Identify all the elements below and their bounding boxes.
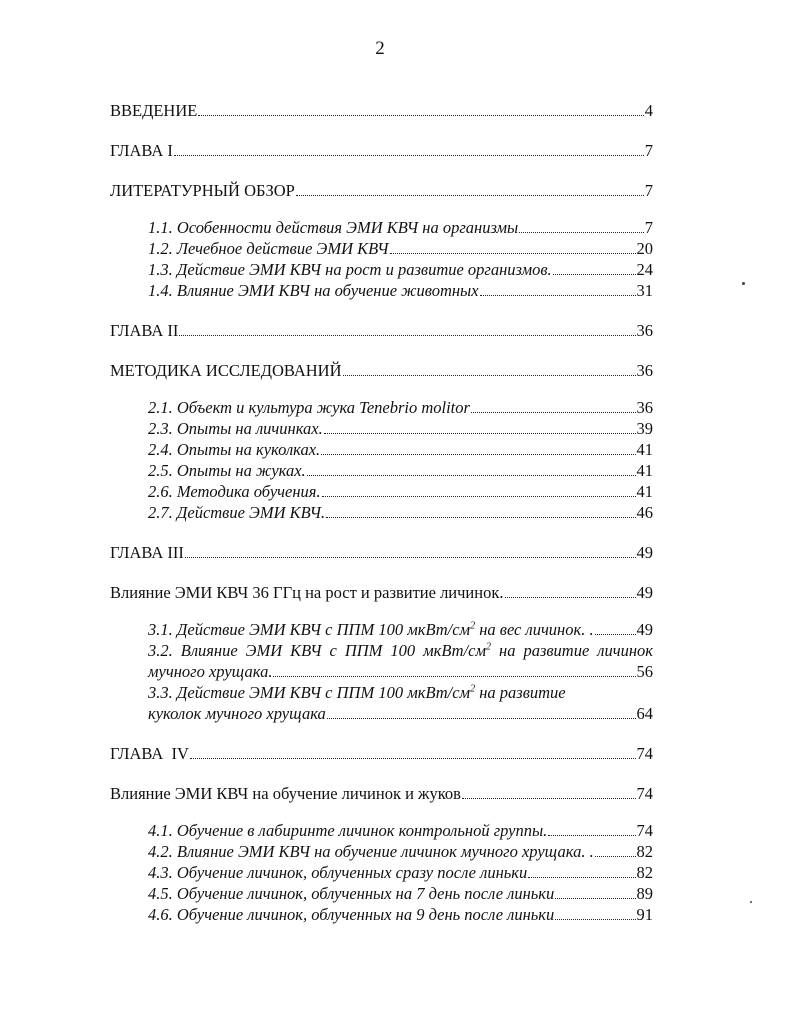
- toc-entry-page: 64: [636, 704, 653, 723]
- toc-entry-title-part: на развитие личинок: [491, 641, 653, 660]
- toc-entry-intro: [110, 100, 653, 121]
- dot-leader: [519, 232, 644, 233]
- toc-entry-page: 41: [636, 461, 653, 480]
- toc-entry-title: ГЛАВА IV: [110, 744, 189, 763]
- dot-leader: [555, 898, 635, 899]
- toc-entry-page: 24: [636, 260, 653, 279]
- toc-entry-page: 82: [636, 863, 653, 882]
- toc-entry-title: 2.1. Объект и культура жука Tenebrio molitor: [148, 398, 470, 417]
- toc-entry-page: 36: [636, 321, 653, 340]
- toc-entry-section-1-1: [110, 217, 653, 238]
- scan-speck: [750, 901, 752, 903]
- toc-entry-page: 89: [636, 884, 653, 903]
- toc-entry-title: 1.4. Влияние ЭМИ КВЧ на обучение животных: [148, 281, 479, 300]
- toc-entry-title: Влияние ЭМИ КВЧ 36 ГГц на рост и развитие личинок.: [110, 583, 504, 602]
- toc-entry-page: 46: [636, 503, 653, 522]
- toc-entry-title: 1.2. Лечебное действие ЭМИ КВЧ: [148, 239, 389, 258]
- toc-entry-title: ВВЕДЕНИЕ: [110, 101, 198, 120]
- toc-entry-title-part: 3.3. Действие ЭМИ КВЧ с ППМ 100 мкВт/см: [148, 683, 471, 702]
- toc-entry-title-line: [148, 682, 653, 703]
- toc-entry-page: 31: [636, 281, 653, 300]
- toc-entry-section-3-3: [110, 682, 653, 724]
- toc-entry-title: МЕТОДИКА ИССЛЕДОВАНИЙ: [110, 361, 342, 380]
- toc-entry-chapter-3: [110, 542, 653, 563]
- toc-entry-title-part: на вес личинок. .: [475, 620, 594, 639]
- toc-entry-title-line: [148, 661, 653, 682]
- superscript: 2: [486, 641, 492, 653]
- toc-entry-section-1-2: [110, 238, 653, 259]
- toc-entry-title-line: [148, 640, 653, 661]
- toc-entry-title: ЛИТЕРАТУРНЫЙ ОБЗОР: [110, 181, 295, 200]
- dot-leader: [296, 195, 644, 196]
- dot-leader: [185, 557, 636, 558]
- toc-entry-page: 20: [636, 239, 653, 258]
- dot-leader: [326, 517, 635, 518]
- toc-entry-title: 2.5. Опыты на жуках.: [148, 461, 306, 480]
- toc-entry-page: 41: [636, 482, 653, 501]
- dot-leader: [307, 475, 636, 476]
- scan-speck: [742, 282, 745, 285]
- toc-entry-title: 1.3. Действие ЭМИ КВЧ на рост и развитие организмов.: [148, 260, 552, 279]
- dot-leader: [324, 433, 636, 434]
- toc-entry-section-2-6: [110, 481, 653, 502]
- dot-leader: [174, 155, 644, 156]
- toc-entry-page: 49: [636, 543, 653, 562]
- dot-leader: [505, 597, 636, 598]
- toc-entry-page: 36: [636, 398, 653, 417]
- dot-leader: [322, 496, 636, 497]
- toc-entry-title: куколок мучного хрущака: [148, 704, 326, 723]
- toc-entry-page: 74: [636, 821, 653, 840]
- toc-entry-page: 7: [644, 181, 653, 200]
- toc-entry-section-2-1: [110, 397, 653, 418]
- dot-leader: [327, 718, 636, 719]
- toc-entry-title: 4.2. Влияние ЭМИ КВЧ на обучение личинок мучного хрущака. .: [148, 842, 594, 861]
- dot-leader: [471, 412, 636, 413]
- dot-leader: [321, 454, 635, 455]
- dot-leader: [553, 274, 636, 275]
- toc-entry-section-1-3: [110, 259, 653, 280]
- toc-entry-chapter-1-title: [110, 180, 653, 201]
- toc-entry-section-2-5: [110, 460, 653, 481]
- toc-entry-page: 4: [644, 101, 653, 120]
- toc-entry-page: 7: [644, 218, 653, 237]
- toc-entry-page: 39: [636, 419, 653, 438]
- superscript: 2: [470, 683, 476, 695]
- toc-entry-title-part: 3.2. Влияние ЭМИ КВЧ с ППМ 100 мкВт/см: [148, 641, 487, 660]
- toc-entry-title: 2.6. Методика обучения.: [148, 482, 321, 501]
- toc-entry-page: 74: [636, 744, 653, 763]
- toc-entry-title: 4.5. Обучение личинок, облученных на 7 день после линьки: [148, 884, 555, 903]
- toc-entry-title: [148, 619, 594, 640]
- toc-entry-chapter-4: [110, 743, 653, 764]
- toc-entry-title-part: 3.1. Действие ЭМИ КВЧ с ППМ 100 мкВт/см: [148, 620, 471, 639]
- toc-entry-page: 91: [636, 905, 653, 924]
- toc-entry-section-4-5: [110, 883, 653, 904]
- toc-entry-section-4-1: [110, 820, 653, 841]
- dot-leader: [595, 856, 636, 857]
- toc-entry-section-4-3: [110, 862, 653, 883]
- toc-entry-title: 1.1. Особенности действия ЭМИ КВЧ на организмы: [148, 218, 519, 237]
- dot-leader: [595, 634, 636, 635]
- toc-entry-chapter-3-title: [110, 582, 653, 603]
- toc-entry-page: 49: [636, 620, 653, 639]
- toc-entry-section-4-6: [110, 904, 653, 925]
- toc-entry-page: 36: [636, 361, 653, 380]
- dot-leader: [198, 115, 643, 116]
- toc-entry-title-part: на развитие: [475, 683, 566, 702]
- toc-entry-chapter-2-title: [110, 360, 653, 381]
- toc-entry-page: 49: [636, 583, 653, 602]
- dot-leader: [462, 798, 636, 799]
- toc-entry-page: 74: [636, 784, 653, 803]
- toc-entry-title: 2.4. Опыты на куколках.: [148, 440, 321, 459]
- dot-leader: [528, 877, 635, 878]
- toc-entry-section-4-2: [110, 841, 653, 862]
- dot-leader: [548, 835, 635, 836]
- toc-entry-title: 2.7. Действие ЭМИ КВЧ.: [148, 503, 326, 522]
- toc-entry-page: 56: [636, 662, 653, 681]
- dot-leader: [555, 919, 635, 920]
- toc-entry-section-1-4: [110, 280, 653, 301]
- toc-entry-title: ГЛАВА III: [110, 543, 184, 562]
- toc-entry-section-3-1: [110, 619, 653, 640]
- toc-entry-title: ГЛАВА I: [110, 141, 173, 160]
- toc-entry-title: 2.3. Опыты на личинках.: [148, 419, 323, 438]
- toc-entry-section-2-7: [110, 502, 653, 523]
- toc-entry-section-3-2: [110, 640, 653, 682]
- toc-entry-title: 4.3. Обучение личинок, облученных сразу после линьки: [148, 863, 528, 882]
- toc-entry-title: Влияние ЭМИ КВЧ на обучение личинок и жуков: [110, 784, 461, 803]
- toc-entry-title: ГЛАВА II: [110, 321, 179, 340]
- toc-entry-section-2-3: [110, 418, 653, 439]
- toc-entry-chapter-2: [110, 320, 653, 341]
- toc-entry-chapter-1: [110, 140, 653, 161]
- dot-leader: [390, 253, 636, 254]
- toc-entry-page: 82: [636, 842, 653, 861]
- toc-entry-title: мучного хрущака.: [148, 662, 273, 681]
- dot-leader: [190, 758, 636, 759]
- table-of-contents: [110, 100, 653, 925]
- dot-leader: [480, 295, 636, 296]
- dot-leader: [273, 676, 635, 677]
- toc-entry-chapter-4-title: [110, 783, 653, 804]
- toc-entry-page: 41: [636, 440, 653, 459]
- superscript: 2: [470, 620, 476, 632]
- page-number: 2: [375, 38, 385, 59]
- dot-leader: [179, 335, 635, 336]
- toc-entry-title: 4.1. Обучение в лабиринте личинок контрольной группы.: [148, 821, 548, 840]
- toc-entry-section-2-4: [110, 439, 653, 460]
- toc-entry-page: 7: [644, 141, 653, 160]
- toc-entry-title-line: [148, 703, 653, 724]
- toc-entry-title: 4.6. Обучение личинок, облученных на 9 день после линьки: [148, 905, 555, 924]
- dot-leader: [343, 375, 636, 376]
